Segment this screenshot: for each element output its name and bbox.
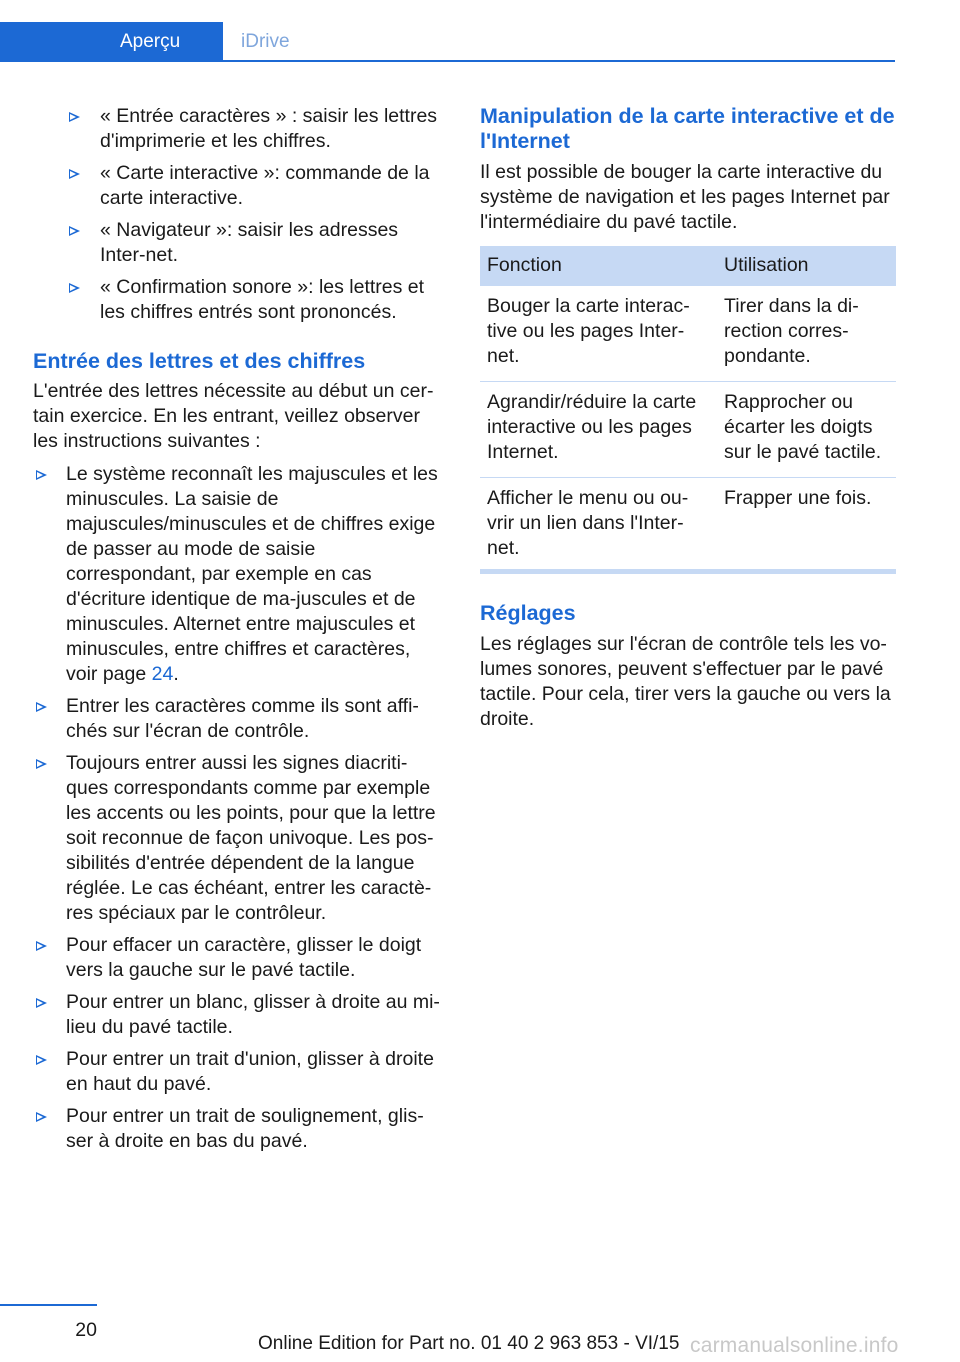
table-row [480,478,896,570]
triangle-bullet-icon [69,169,80,179]
triangle-bullet-icon [36,941,47,951]
triangle-bullet-icon [69,226,80,236]
table-cell: Frapper une fois. [724,487,872,509]
list-item: « Navigateur »: saisir les adresses Inter‐net. [33,218,447,268]
section-title-entry: Entrée des lettres et des chiffres [33,349,366,373]
left-column [33,104,447,1161]
triangle-bullet-icon [36,1112,47,1122]
table-cell: Afficher le menu ou ou‐vrir un lien dans l'Inter‐net. [487,487,689,559]
footer-rule [0,1304,97,1306]
triangle-bullet-icon [36,1055,47,1065]
table-cell: Agrandir/réduire la carte interactive ou les pages Internet. [480,382,717,478]
list-item: « Entrée caractères » : saisir les lettres d'imprimerie et les chiffres. [33,104,447,154]
section-text-map: Il est possible de bouger la carte interactive du système de navigation et les pages Internet par l'intermédiaire du pavé tactile. [480,161,890,233]
list-item: Pour entrer un trait d'union, glisser à droite en haut du pavé. [33,1047,447,1097]
instruction-list [33,462,447,1154]
page-link[interactable]: 24 [151,663,174,685]
list-item: Pour effacer un caractère, glisser le doigt vers la gauche sur le pavé tactile. [33,933,447,983]
watermark: carmanualsonline.info [690,1334,899,1357]
gesture-table [480,246,896,569]
triangle-bullet-icon [36,470,47,480]
list-item: Toujours entrer aussi les signes diacriti‐ques correspondants comme par exemple les accents ou les points, pour que la lettre soit reconnue de façon univoque. Les pos‐sibilités d'entrée dépendent de la langue réglée. Le cas échéant, entrer les caractè‐res spéciaux par le contrôleur. [33,751,447,926]
page-number: 20 [75,1319,97,1341]
table-cell: Rapprocher ou écarter les doigts sur le pavé tactile. [717,382,896,478]
table-cell: Tirer dans la di‐rection corres‐pondante. [717,286,896,382]
header-bar [0,0,895,62]
header-rule [0,60,895,62]
right-column [480,104,896,732]
section-text-entry: L'entrée des lettres nécessite au début un cer‐tain exercice. En les entrant, veillez observer les instructions suivantes : [33,380,434,452]
triangle-bullet-icon [36,702,47,712]
triangle-bullet-icon [36,759,47,769]
table-row [480,286,896,382]
triangle-bullet-icon [69,283,80,293]
list-item: Entrer les caractères comme ils sont affi‐chés sur l'écran de contrôle. [33,694,447,744]
intro-list [33,104,447,325]
tab-apercu[interactable]: Aperçu [0,22,223,62]
edition-text: Online Edition for Part no. 01 40 2 963 853 - VI/15 [258,1333,680,1354]
list-item: « Carte interactive »: commande de la carte interactive. [33,161,447,211]
table-cell: Bouger la carte interac‐tive ou les pages Inter‐net. [480,286,717,382]
tab-idrive[interactable]: iDrive [241,31,290,52]
table-header-row [480,246,896,286]
triangle-bullet-icon [69,112,80,122]
table-bottom-rule [480,569,896,574]
section-title-settings: Réglages [480,601,576,625]
column-header-utilisation: Utilisation [717,246,896,286]
triangle-bullet-icon [36,998,47,1008]
list-item: Pour entrer un blanc, glisser à droite au mi‐lieu du pavé tactile. [33,990,447,1040]
list-item: Le système reconnaît les majuscules et les minuscules. La saisie de majuscules/minuscules et de chiffres exige de passer au mode de saisie correspondant, par exemple en cas d'écriture identique de ma‐juscules et de minuscules. Alternet entre majuscules et minuscules, entre chiffres et caractères, voir page 24. [33,462,447,687]
column-header-fonction: Fonction [480,246,717,286]
table-row [480,382,896,478]
section-title-map: Manipulation de la carte interactive et de l'Internet [480,104,895,153]
list-item: « Confirmation sonore »: les lettres et les chiffres entrés sont prononcés. [33,275,447,325]
list-item: Pour entrer un trait de soulignement, glis‐ser à droite en bas du pavé. [33,1104,447,1154]
section-text-settings: Les réglages sur l'écran de contrôle tels les vo‐lumes sonores, peuvent s'effectuer par le pavé tactile. Pour cela, tirer vers la gauche ou vers la droite. [480,633,891,730]
